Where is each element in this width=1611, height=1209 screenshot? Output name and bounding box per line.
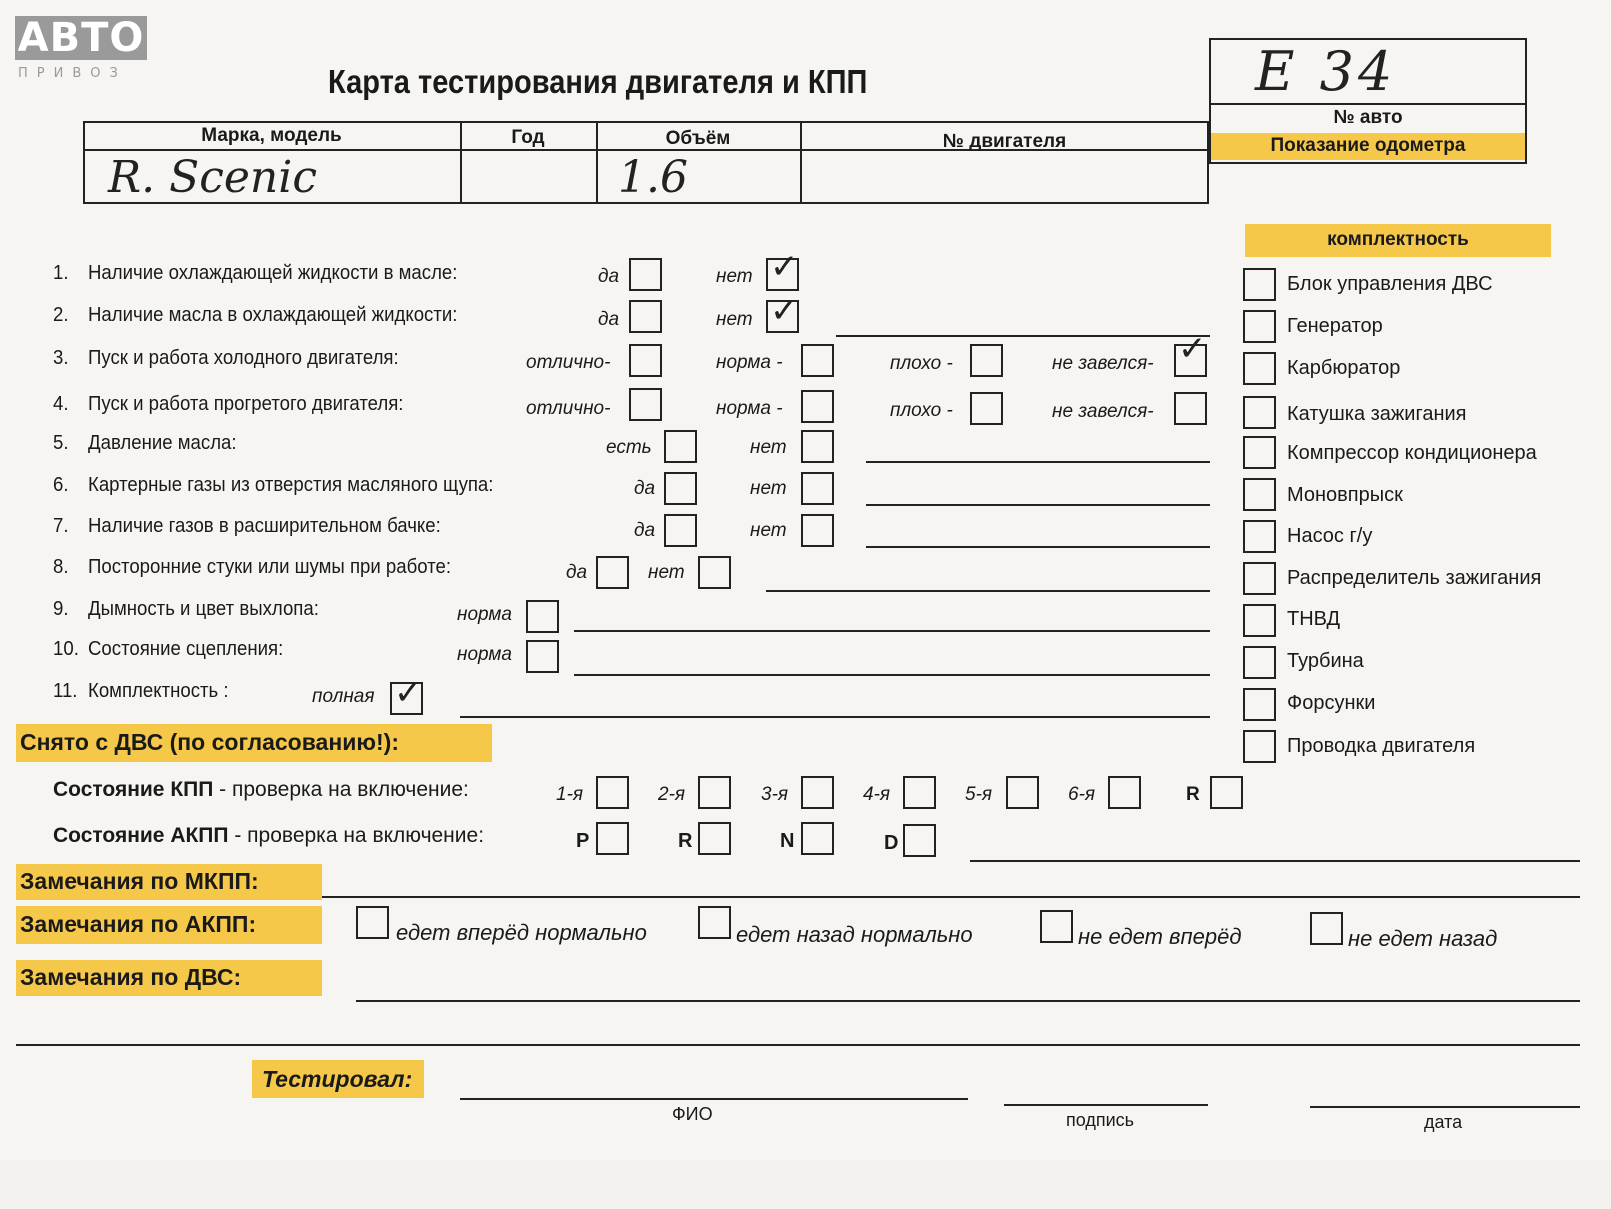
question-number: 6. (53, 474, 69, 496)
completeness-checkbox[interactable] (1243, 730, 1276, 763)
question-text: Комплектность : (88, 680, 229, 702)
volume-value: 1.6 (618, 152, 688, 203)
question-number: 11. (53, 680, 78, 702)
option-label: не завелся- (1052, 401, 1154, 422)
gear-checkbox[interactable] (1210, 776, 1243, 809)
completeness-checkbox[interactable] (1243, 396, 1276, 429)
akpp-option-checkbox[interactable] (356, 906, 389, 939)
akpp-option-label: едет вперёд нормально (396, 920, 647, 945)
option-label: норма (457, 644, 512, 665)
akpp-gear-checkbox[interactable] (801, 822, 834, 855)
akpp-gear-label: D (884, 832, 899, 854)
completeness-item: Турбина (1287, 650, 1364, 672)
option-checkbox[interactable] (970, 344, 1003, 377)
question-number: 9. (53, 598, 69, 620)
question-text: Состояние сцепления: (88, 638, 284, 660)
odometer-label: Показание одометра (1270, 135, 1466, 156)
check-mark-icon: ✓ (1178, 329, 1207, 369)
col-volume: Объём (665, 128, 731, 149)
question-text: Дымность и цвет выхлопа: (88, 598, 319, 620)
question-text: Пуск и работа холодного двигателя: (88, 347, 399, 369)
option-label: нет (716, 266, 753, 287)
completeness-item: ТНВД (1287, 608, 1341, 630)
completeness-checkbox[interactable] (1243, 520, 1276, 553)
option-checkbox[interactable] (970, 392, 1003, 425)
question-number: 5. (53, 432, 69, 454)
model-value: R. Scenic (108, 152, 317, 203)
completeness-item: Насос г/у (1287, 525, 1373, 547)
gear-checkbox[interactable] (698, 776, 731, 809)
gear-checkbox[interactable] (903, 776, 936, 809)
gear-label: 2-я (658, 784, 686, 805)
akpp-gear-label: P (576, 830, 590, 852)
option-label: да (634, 520, 656, 541)
option-label: норма - (716, 398, 783, 419)
completeness-checkbox[interactable] (1243, 562, 1276, 595)
akpp-gear-checkbox[interactable] (698, 822, 731, 855)
completeness-item: Карбюратор (1287, 357, 1401, 379)
completeness-checkbox[interactable] (1243, 310, 1276, 343)
remarks-mkpp-label: Замечания по МКПП: (20, 868, 259, 894)
completeness-checkbox[interactable] (1243, 604, 1276, 637)
logo-subtitle: ПРИВОЗ (18, 66, 127, 81)
completeness-checkbox[interactable] (1243, 646, 1276, 679)
option-checkbox[interactable] (698, 556, 731, 589)
option-checkbox[interactable] (801, 344, 834, 377)
question-number: 1. (53, 262, 69, 284)
completeness-item: Распределитель зажигания (1287, 567, 1542, 589)
akpp-option-checkbox[interactable] (1310, 912, 1343, 945)
removed-label: Снято с ДВС (по согласованию!): (20, 729, 399, 755)
car-number-handwritten: E 34 (1255, 40, 1397, 103)
completeness-title: комплектность (1327, 229, 1469, 250)
option-label: нет (750, 520, 787, 541)
akpp-gear-checkbox[interactable] (596, 822, 629, 855)
question-text: Пуск и работа прогретого двигателя: (88, 393, 404, 415)
completeness-item: Проводка двигателя (1287, 735, 1476, 757)
option-checkbox[interactable] (664, 514, 697, 547)
gear-checkbox[interactable] (596, 776, 629, 809)
gear-checkbox[interactable] (801, 776, 834, 809)
akpp-label: Состояние АКПП - проверка на включение: (53, 824, 485, 847)
gear-label: 1-я (556, 784, 584, 805)
option-label: норма - (716, 352, 783, 373)
completeness-item: Моновпрыск (1287, 484, 1403, 506)
check-mark-icon: ✓ (770, 247, 799, 287)
question-text: Картерные газы из отверстия масляного щупа: (88, 474, 494, 496)
gear-label: 6-я (1068, 784, 1096, 805)
option-checkbox[interactable] (629, 258, 662, 291)
option-label: нет (750, 437, 787, 458)
akpp-gear-checkbox[interactable] (903, 824, 936, 857)
completeness-item: Компрессор кондиционера (1287, 442, 1537, 464)
akpp-gear-label: N (780, 830, 795, 852)
akpp-option-label: не едет назад (1348, 926, 1498, 951)
akpp-option-checkbox[interactable] (698, 906, 731, 939)
option-checkbox[interactable] (1174, 392, 1207, 425)
completeness-item: Катушка зажигания (1287, 403, 1467, 425)
option-checkbox[interactable] (664, 430, 697, 463)
option-checkbox[interactable] (526, 640, 559, 673)
check-mark-icon: ✓ (394, 673, 423, 713)
question-number: 3. (53, 347, 69, 369)
option-checkbox[interactable] (664, 472, 697, 505)
option-checkbox[interactable] (801, 514, 834, 547)
option-label: да (598, 266, 620, 287)
remarks-dvs-label: Замечания по ДВС: (20, 964, 242, 990)
option-checkbox[interactable] (629, 300, 662, 333)
question-number: 4. (53, 393, 69, 415)
gear-checkbox[interactable] (1006, 776, 1039, 809)
option-label: да (634, 478, 656, 499)
akpp-option-label: не едет вперёд (1078, 924, 1242, 949)
page-title: Карта тестирования двигателя и КПП (328, 63, 868, 100)
option-checkbox[interactable] (801, 472, 834, 505)
logo-badge: АВТО (15, 16, 147, 60)
question-text: Наличие масла в охлаждающей жидкости: (88, 304, 458, 326)
col-engine-number: № двигателя (942, 131, 1067, 152)
akpp-option-checkbox[interactable] (1040, 910, 1073, 943)
question-number: 10. (53, 638, 79, 660)
completeness-item: Блок управления ДВС (1287, 273, 1493, 295)
option-checkbox[interactable] (629, 344, 662, 377)
question-text: Посторонние стуки или шумы при работе: (88, 556, 452, 578)
option-checkbox[interactable] (629, 388, 662, 421)
col-model: Марка, модель (201, 125, 342, 146)
option-checkbox[interactable] (526, 600, 559, 633)
tested-by-label: Тестировал: (262, 1066, 413, 1092)
question-number: 2. (53, 304, 69, 326)
option-label: отлично- (526, 352, 611, 373)
completeness-checkbox[interactable] (1243, 436, 1276, 469)
option-label: норма (457, 604, 512, 625)
completeness-checkbox[interactable] (1243, 352, 1276, 385)
option-label: есть (606, 437, 652, 458)
gear-checkbox[interactable] (1108, 776, 1141, 809)
option-checkbox[interactable] (801, 390, 834, 423)
gear-label: R (1186, 784, 1200, 805)
question-number: 8. (53, 556, 69, 578)
akpp-option-label: едет назад нормально (736, 922, 973, 947)
completeness-checkbox[interactable] (1243, 478, 1276, 511)
gear-label: 3-я (761, 784, 789, 805)
car-number-label: № авто (1333, 107, 1403, 128)
option-label: да (598, 309, 620, 330)
option-label: да (566, 562, 588, 583)
completeness-item: Генератор (1287, 315, 1383, 337)
completeness-checkbox[interactable] (1243, 268, 1276, 301)
signature-label-name: ФИО (672, 1104, 713, 1124)
check-mark-icon: ✓ (770, 291, 799, 331)
signature-label-date: дата (1424, 1112, 1463, 1132)
option-label: полная (312, 686, 375, 707)
question-text: Давление масла: (88, 432, 237, 454)
kpp-label: Состояние КПП - проверка на включение: (53, 778, 469, 801)
question-text: Наличие газов в расширительном бачке: (88, 515, 441, 537)
gear-label: 4-я (863, 784, 891, 805)
option-label: плохо - (890, 353, 953, 374)
signature-label-sign: подпись (1066, 1110, 1135, 1130)
option-label: отлично- (526, 398, 611, 419)
question-text: Наличие охлаждающей жидкости в масле: (88, 262, 458, 284)
option-label: не завелся- (1052, 353, 1154, 374)
option-checkbox[interactable] (801, 430, 834, 463)
option-label: нет (648, 562, 685, 583)
akpp-gear-label: R (678, 830, 693, 852)
completeness-checkbox[interactable] (1243, 688, 1276, 721)
gear-label: 5-я (965, 784, 993, 805)
remarks-akpp-label: Замечания по АКПП: (20, 911, 257, 937)
col-year: Год (511, 127, 545, 148)
option-label: плохо - (890, 400, 953, 421)
option-label: нет (716, 309, 753, 330)
completeness-item: Форсунки (1287, 692, 1376, 714)
option-label: нет (750, 478, 787, 499)
question-number: 7. (53, 515, 69, 537)
option-checkbox[interactable] (596, 556, 629, 589)
